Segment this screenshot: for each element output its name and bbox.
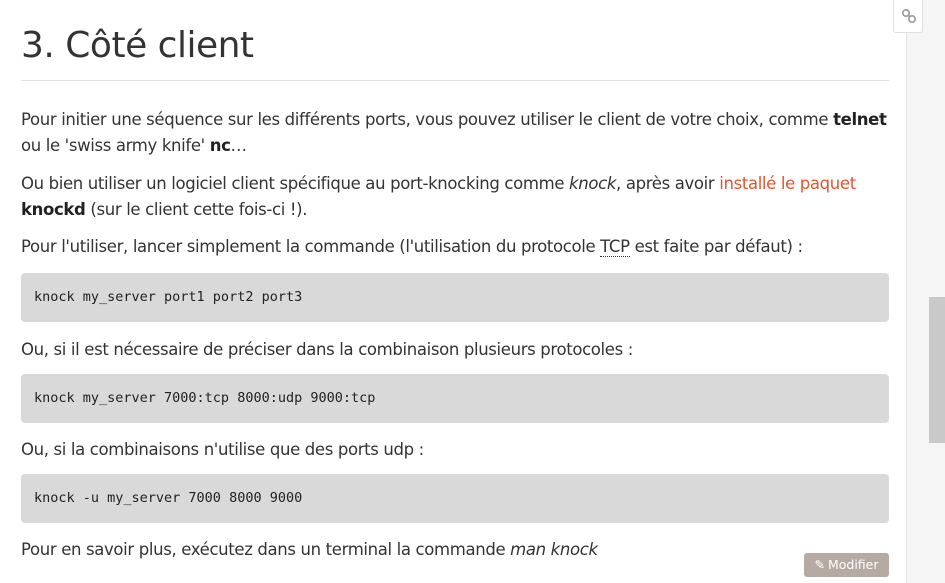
italic-knock: knock	[569, 174, 617, 193]
text: est faite par défaut) :	[629, 237, 803, 256]
modifier-button[interactable]	[804, 553, 889, 577]
modifier-label: Modifier	[827, 557, 879, 572]
chain-link-icon	[901, 8, 917, 24]
paragraph-protocols: Ou, si il est nécessaire de préciser dans la combinaison plusieurs protocoles :	[21, 340, 633, 359]
paragraph-knock-client	[21, 171, 889, 223]
section-title: 3. Côté client	[21, 25, 254, 66]
bold-telnet: telnet	[833, 110, 887, 129]
scrollbar-track[interactable]	[906, 0, 945, 583]
bold-nc: nc	[209, 136, 231, 155]
install-package-link[interactable]: installé le paquet	[719, 174, 856, 193]
text: Pour en savoir plus, exécutez dans un terminal la commande	[21, 540, 511, 559]
text: Pour l'utiliser, lancer simplement la commande (l'utilisation du protocole	[21, 237, 601, 256]
paragraph-udp: Ou, si la combinaisons n'utilise que des ports udp :	[21, 440, 424, 459]
paragraph-clients	[21, 107, 889, 159]
text: Ou bien utiliser un logiciel client spécifique au port-knocking comme	[21, 174, 570, 193]
text: (sur le client cette fois-ci !).	[85, 200, 308, 219]
permalink-button[interactable]	[893, 0, 923, 33]
text: , après avoir	[616, 174, 720, 193]
italic-man-knock: man knock	[510, 540, 598, 559]
paragraph-more-info	[21, 537, 889, 563]
code-block-basic[interactable]: knock my_server port1 port2 port3	[21, 273, 889, 322]
text: Pour initier une séquence sur les différents ports, vous pouvez utiliser le client de votre choix, comme	[21, 110, 834, 129]
bold-knockd: knockd	[21, 200, 86, 219]
sidebar-divider	[906, 0, 907, 583]
title-divider	[21, 80, 889, 81]
code-block-protocols[interactable]: knock my_server 7000:tcp 8000:udp 9000:tcp	[21, 374, 889, 423]
text: …	[230, 136, 247, 155]
tcp-abbreviation[interactable]: TCP	[600, 237, 630, 256]
pencil-icon: ✎	[814, 557, 825, 572]
scrollbar-thumb[interactable]	[929, 297, 945, 443]
text: ou le 'swiss army knife'	[21, 136, 210, 155]
code-block-udp[interactable]: knock -u my_server 7000 8000 9000	[21, 474, 889, 523]
paragraph-usage	[21, 234, 889, 260]
